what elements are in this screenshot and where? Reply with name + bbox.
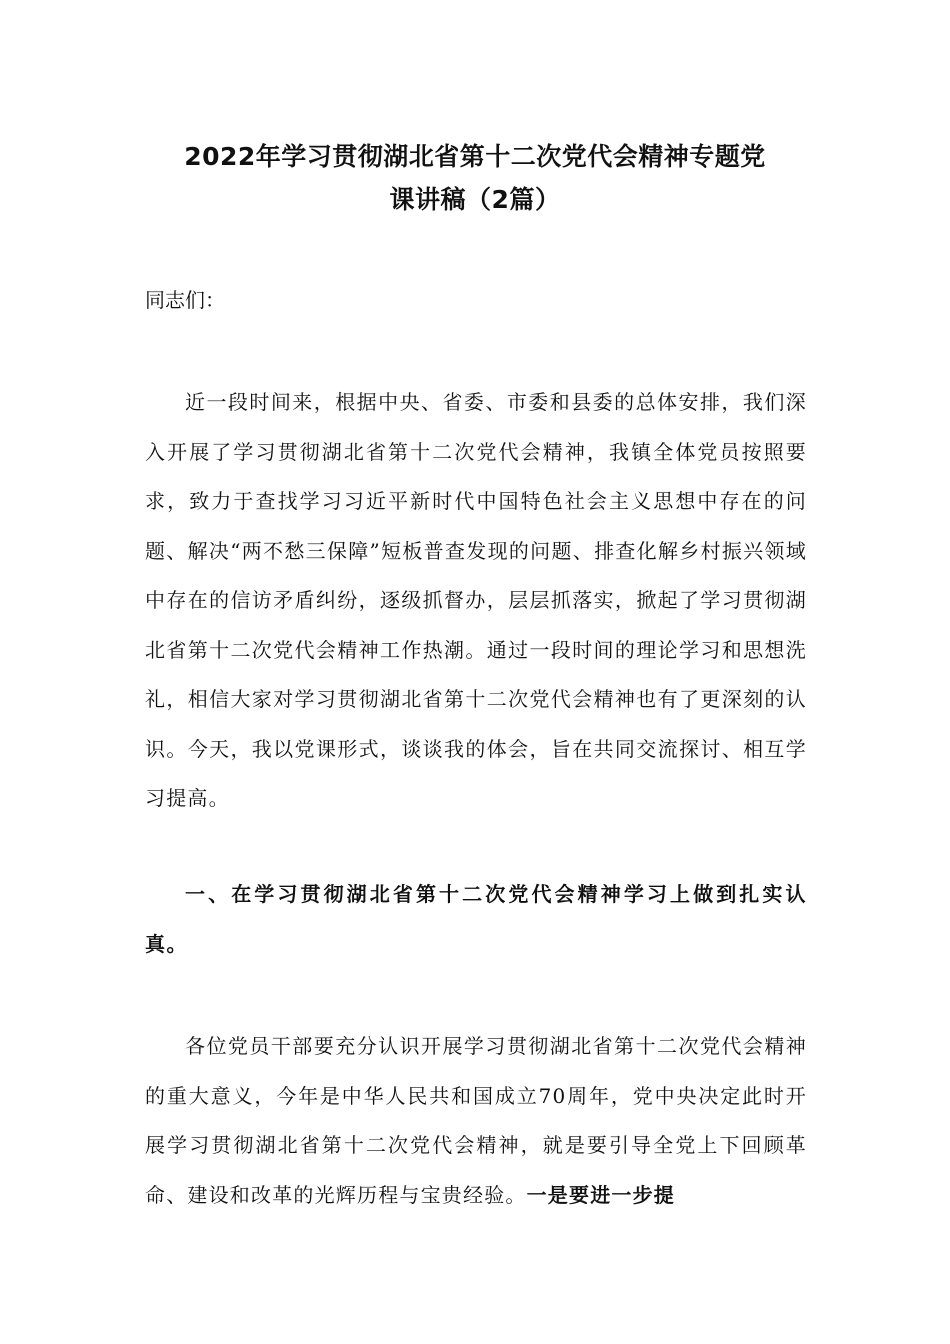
salutation: 同志们： xyxy=(145,288,225,312)
paragraph-intro: 近一段时间来，根据中央、省委、市委和县委的总体安排，我们深入开展了学习贯彻湖北省第十二次党代会精神，我镇全体党员按照要求，致力于查找学习习近平新时代中国特色社会主义思想中存在的问题、解决“两不愁三保障”短板普查发现的问题、排查化解乡村振兴领域中存在的信访矛盾纠纷，逐级抓督办，层层抓落实，掀起了学习贯彻湖北省第十二次党代会精神工作热潮。通过一段时间的理论学习和思想洗礼，相信大家对学习贯彻湖北省第十二次党代会精神也有了更深刻的认识。今天，我以党课形式，谈谈我的体会，旨在共同交流探讨、相互学习提高。 xyxy=(145,390,807,810)
paragraph-section-1 xyxy=(145,1022,807,1220)
paragraph-section-1-text: 各位党员干部要充分认识开展学习贯彻湖北省第十二次党代会精神的重大意义，今年是中华人民共和国成立70周年，党中央决定此时开展学习贯彻湖北省第十二次党代会精神，就是要引导全党上下回顾革命、建设和改革的光辉历程与宝贵经验。 xyxy=(145,1034,807,1207)
section-heading-1: 一、在学习贯彻湖北省第十二次党代会精神学习上做到扎实认真。 xyxy=(145,882,807,956)
document-title-line-1: 2022年学习贯彻湖北省第十二次党代会精神专题党 xyxy=(184,142,766,171)
paragraph-section-1-bold-text: 一是要进一步提 xyxy=(526,1182,676,1207)
document-title-line-2: 课讲稿（2篇） xyxy=(389,185,561,214)
